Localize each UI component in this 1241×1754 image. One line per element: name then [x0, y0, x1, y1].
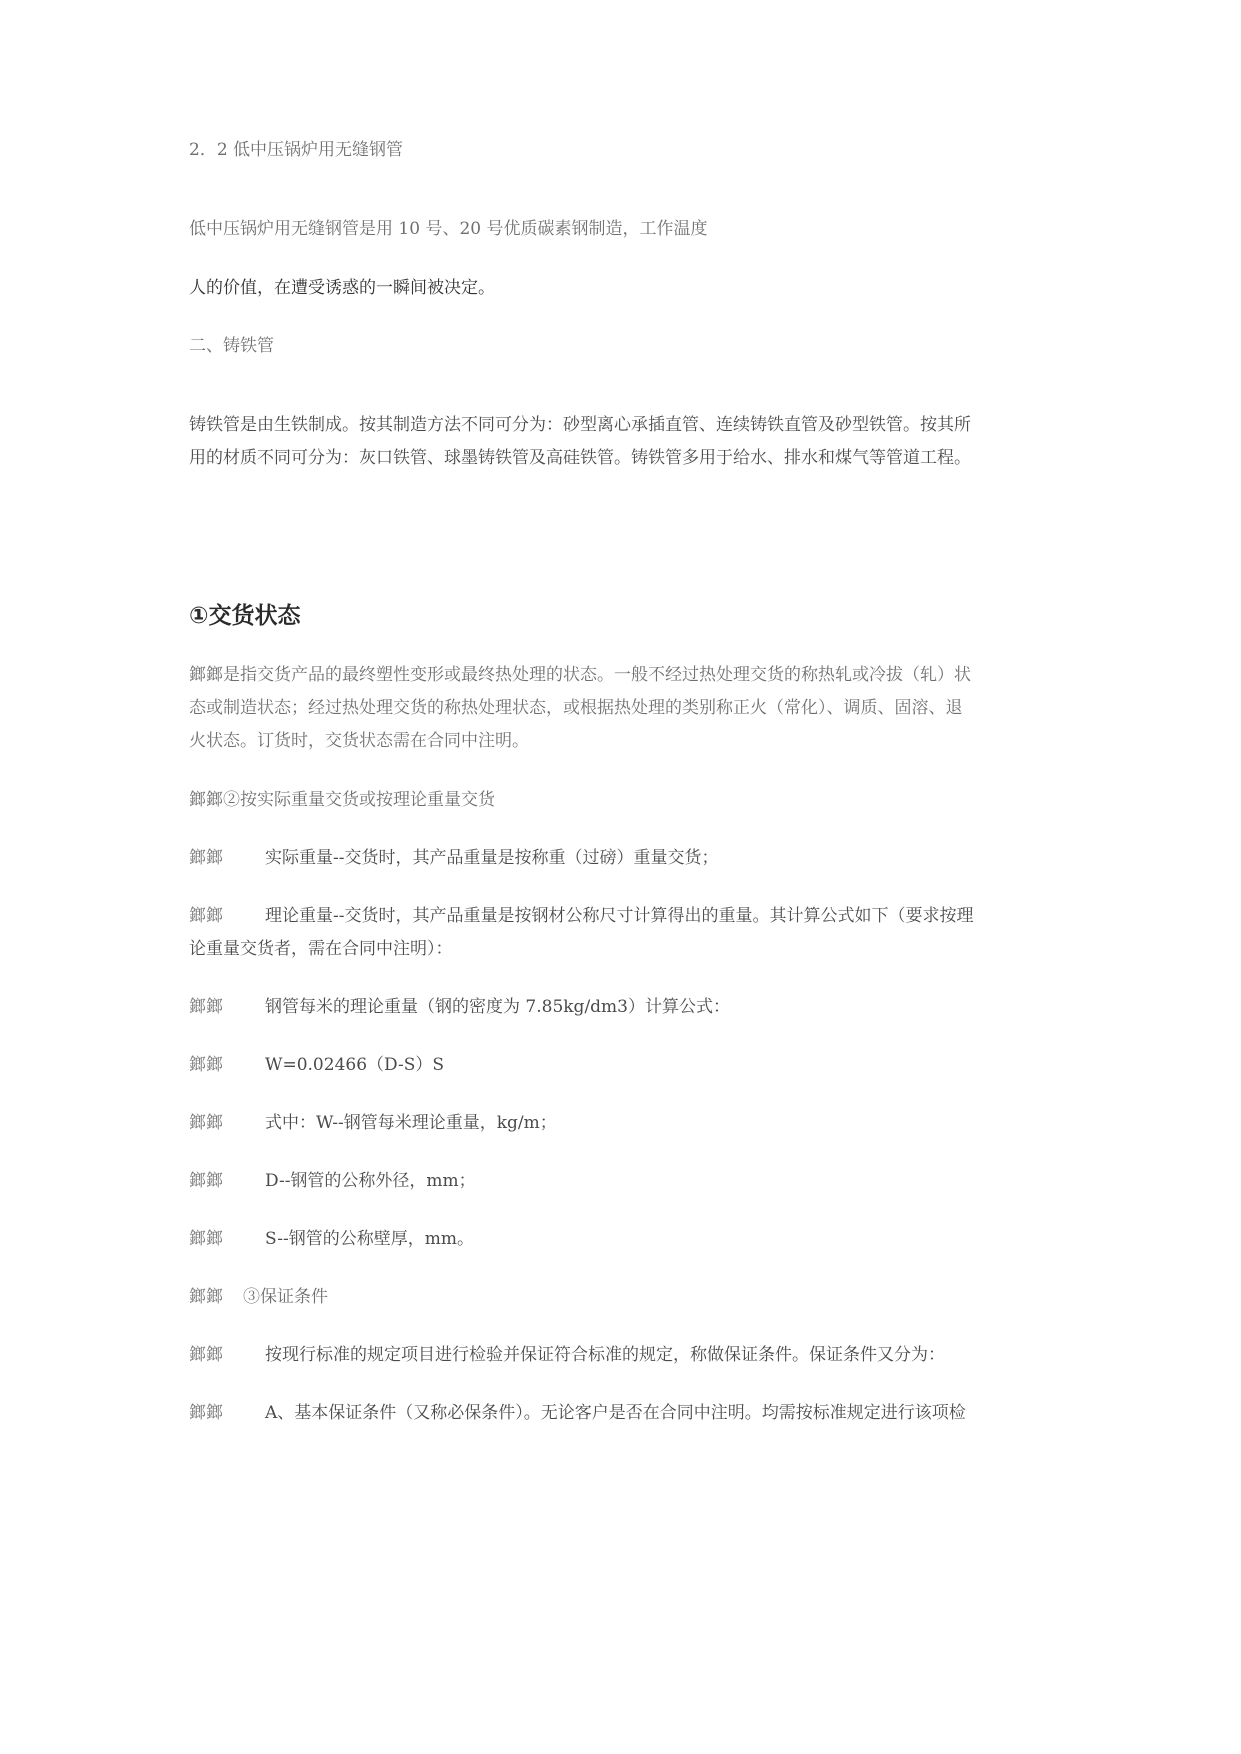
line-prefix: 鎯鎯 — [189, 1229, 223, 1249]
where-d-text: D--钢管的公称外径，mm； — [265, 1171, 476, 1191]
actual-weight-text: 实际重量--交货时，其产品重量是按称重（过磅）重量交货； — [265, 848, 719, 868]
theory-weight-line-2: 论重量交货者，需在合同中注明）： — [189, 939, 453, 959]
line-prefix: 鎯鎯 — [189, 1055, 223, 1075]
where-s-text: S--钢管的公称壁厚，mm。 — [265, 1229, 474, 1249]
line-prefix: 鎯鎯 — [189, 1345, 223, 1365]
delivery-para-line-2: 态或制造状态；经过热处理交货的称热处理状态，或根据热处理的类别称正火（常化）、调质、固溶、退 — [189, 698, 963, 718]
guarantee-heading: ③保证条件 — [243, 1287, 328, 1307]
line-prefix: 鎯鎯 — [189, 1287, 223, 1307]
section-2-2-title: 2．2 低中压锅炉用无缝钢管 — [189, 140, 404, 160]
section-2-2-body: 低中压锅炉用无缝钢管是用 10 号、20 号优质碳素钢制造，工作温度 — [189, 219, 708, 239]
cast-iron-title: 二、铸铁管 — [189, 336, 274, 356]
line-prefix: 鎯鎯 — [189, 1171, 223, 1191]
line-prefix: 鎯鎯 — [189, 906, 223, 926]
delivery-heading: ①交货状态 — [189, 603, 301, 629]
where-w-text: 式中：W--钢管每米理论重量，kg/m； — [265, 1113, 557, 1133]
quote-text: 人的价值，在遭受诱惑的一瞬间被决定。 — [189, 278, 495, 298]
delivery-para-line-3: 火状态。订货时，交货状态需在合同中注明。 — [189, 731, 529, 751]
cast-iron-body-line-2: 用的材质不同可分为：灰口铁管、球墨铸铁管及高硅铁管。铸铁管多用于给水、排水和煤气等管道工程。 — [189, 448, 971, 468]
line-prefix: 鎯鎯 — [189, 997, 223, 1017]
guarantee-a-text: A、基本保证条件（又称必保条件）。无论客户是否在合同中注明。均需按标准规定进行该项检 — [265, 1403, 966, 1423]
delivery-para-line-1: 鎯鎯是指交货产品的最终塑性变形或最终热处理的状态。一般不经过热处理交货的称热轧或冷拔（轧）状 — [189, 665, 971, 685]
formula-text: W=0.02466（D-S）S — [265, 1055, 444, 1075]
line-prefix: 鎯鎯 — [189, 1403, 223, 1423]
line-prefix: 鎯鎯 — [189, 1113, 223, 1133]
weight-heading: 鎯鎯②按实际重量交货或按理论重量交货 — [189, 790, 495, 810]
theory-weight-line-1: 理论重量--交货时，其产品重量是按钢材公称尺寸计算得出的重量。其计算公式如下（要求按理 — [265, 906, 974, 926]
cast-iron-body-line-1: 铸铁管是由生铁制成。按其制造方法不同可分为：砂型离心承插直管、连续铸铁直管及砂型铁管。按其所 — [189, 415, 971, 435]
per-meter-text: 钢管每米的理论重量（钢的密度为 7.85kg/dm3）计算公式： — [265, 997, 730, 1017]
line-prefix: 鎯鎯 — [189, 848, 223, 868]
guarantee-body-text: 按现行标准的规定项目进行检验并保证符合标准的规定，称做保证条件。保证条件又分为： — [265, 1345, 945, 1365]
